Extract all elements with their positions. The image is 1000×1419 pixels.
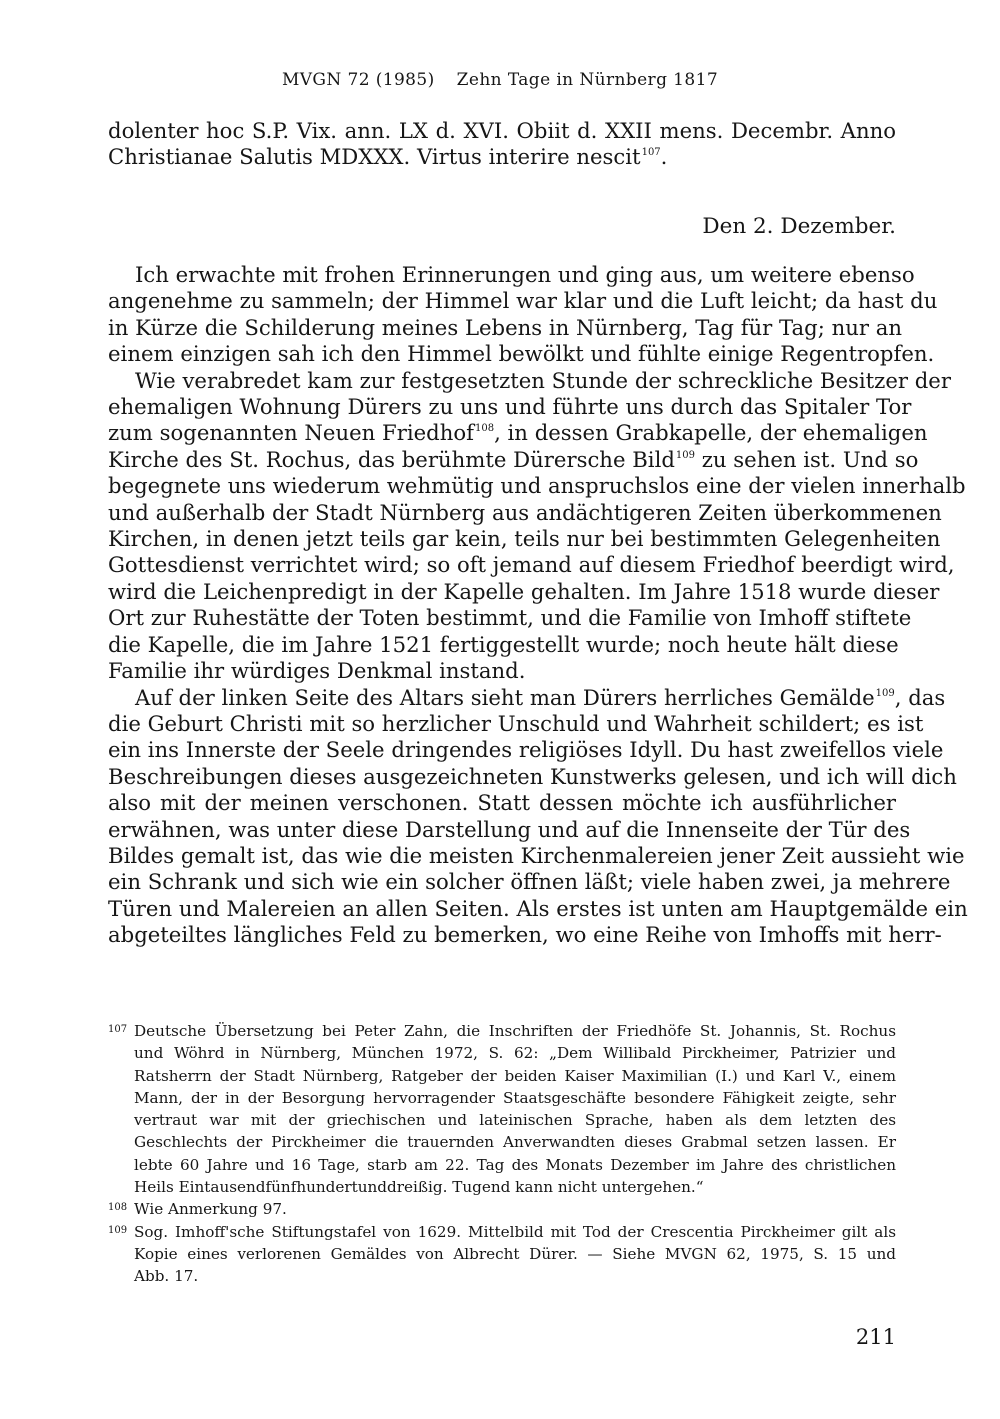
text-line: Familie ihr würdiges Denkmal instand. [108,658,526,684]
text-line: Auf der linken Seite des Altars sieht man Dürers herrliches Gemälde$^{109}$, das [135,684,946,710]
intro-line: dolenter hoc S.P. Vix. ann. LX d. XVI. Obiit d. XXII mens. Decembr. Anno [108,118,896,143]
text-line: abgeteiltes längliches Feld zu bemerken, wo eine Reihe von Imhoffs mit herr- [108,922,942,948]
paragraph-3 [108,684,968,949]
text-line: Bildes gemalt ist, das wie die meisten Kirchenmalereien jener Zeit aussieht wie [108,842,965,868]
page-number: 211 [855,1325,896,1349]
text-line: Wie verabredet kam zur festgesetzten Stunde der schreckliche Besitzer der [135,367,951,393]
footnote-ref-109: 109 [675,449,696,461]
footnote-number: 107 [108,1024,128,1035]
footnote-line: Deutsche Übersetzung bei Peter Zahn, die Inschriften der Friedhöfe St. Johannis, St. Rochus [134,1022,896,1040]
footnote-line: und Wöhrd in Nürnberg, München 1972, S. 62: „Dem Willibald Pirckheimer, Patrizier und [134,1044,896,1063]
footnote-line: Ratsherrn der Stadt Nürnberg, Ratgeber der beiden Kaiser Maximilian (I.) und Karl V., einem [134,1066,896,1085]
text-line: Ort zur Ruhestätte der Toten bestimmt, und die Familie von Imhoff stiftete [108,605,912,631]
footnote-number: 108 [108,1202,128,1214]
intro-text [108,118,896,171]
footnote-line: Abb. 17. [134,1267,199,1286]
footnote-ref-107: 107 [641,147,661,159]
footnote-109 [108,1221,896,1288]
text-line: Gottesdienst verrichtet wird; so oft jemand auf diesem Friedhof beerdigt wird, [108,552,955,578]
paragraph-1 [108,262,938,368]
date-heading: Den 2. Dezember. [702,214,896,239]
text-line: Ich erwachte mit frohen Erinnerungen und ging aus, um weitere ebenso [135,262,915,287]
body-text [108,262,968,949]
text-line: also mit der meinen verschonen. Statt dessen möchte ich ausführlicher [108,790,896,816]
text-line: ehemaligen Wohnung Dürers zu uns und führte uns durch das Spitaler Tor [108,394,912,420]
journal-reference: MVGN 72 (1985) [281,70,435,90]
text-line: Kirchen, in denen jetzt teils gar kein, teils nur bei bestimmten Gelegenheiten [108,526,941,552]
footnote-line: Wie Anmerkung 97. [134,1200,287,1219]
text-line: zum sogenannten Neuen Friedhof$^{108}$, in dessen Grabkapelle, der ehemaligen [108,420,928,446]
footnote-line: Sog. Imhoff'sche Stiftungstafel von 1629. Mittelbild mit Tod der Crescentia Pirckheimer gilt als [134,1222,896,1241]
running-head [0,70,1000,90]
text-line: angenehme zu sammeln; der Himmel war klar und die Luft leicht; da hast du [108,288,938,314]
text-line: Beschreibungen dieses ausgezeichneten Kunstwerks gelesen, und ich will dich [108,763,957,789]
text-line: erwähnen, was unter diese Darstellung und auf die Innenseite der Tür des [108,816,911,842]
footnote-ref-109: 109 [875,687,895,699]
text-line: begegnete uns wiederum wehmütig und anspruchslos eine der vielen innerhalb [108,473,966,499]
text-line: ein ins Innerste der Seele dringendes religiöses Idyll. Du hast zweifellos viele [108,737,944,763]
intro-line: Christianae Salutis MDXXX. Virtus interire nescit$^{107}$. [108,144,668,170]
footnote-107 [108,1020,896,1198]
footnote-line: lebte 60 Jahre und 16 Tage, starb am 22. Tag des Monats Dezember im Jahre des christlichen [134,1155,896,1174]
text-line: in Kürze die Schilderung meines Lebens in Nürnberg, Tag für Tag; nur an [108,314,903,340]
text-line: einem einzigen sah ich den Himmel bewölkt und fühlte einige Regentropfen. [108,341,935,367]
text-line: die Geburt Christi mit so herzlicher Unschuld und Wahrheit schildert; es ist [108,710,924,736]
footnote-108 [108,1198,896,1220]
text-line: und außerhalb der Stadt Nürnberg aus andächtigeren Zeiten überkommenen [108,499,942,525]
text-line: die Kapelle, die im Jahre 1521 fertiggestellt wurde; noch heute hält diese [108,631,899,657]
text-line: Kirche des St. Rochus, das berühmte Dürersche Bild$^{109}$ zu sehen ist. Und so [108,446,919,472]
footnote-line: Kopie eines verlorenen Gemäldes von Albrecht Dürer. — Siehe MVGN 62, 1975, S. 15 und [134,1244,896,1263]
footnote-number: 109 [108,1224,128,1236]
footnote-line: Heils Eintausendfünfhundertunddreißig. Tugend kann nicht untergehen.“ [134,1178,704,1197]
text-line: ein Schrank und sich wie ein solcher öffnen läßt; viele haben zwei, ja mehrere [108,869,951,895]
footnote-ref-108: 108 [474,423,495,435]
article-title: Zehn Tage in Nürnberg 1817 [456,70,719,90]
paragraph-2 [108,367,966,685]
footnote-line: Mann, der in der Besorgung hervorragender Staatsgeschäfte besondere Fähigkeit zeigte, sehr [134,1088,896,1107]
footnote-line: Geschlechts der Pirckheimer die trauernden Anverwandten dieses Grabmal setzen lassen. Er [134,1133,896,1152]
text-line: wird die Leichenpredigt in der Kapelle gehalten. Im Jahre 1518 wurde dieser [108,578,940,604]
text-line: Türen und Malereien an allen Seiten. Als erstes ist unten am Hauptgemälde ein [108,895,968,921]
footnote-line: vertraut war mit der griechischen und lateinischen Sprache, haben als dem letzten des [134,1111,896,1130]
footnotes [108,1020,896,1288]
